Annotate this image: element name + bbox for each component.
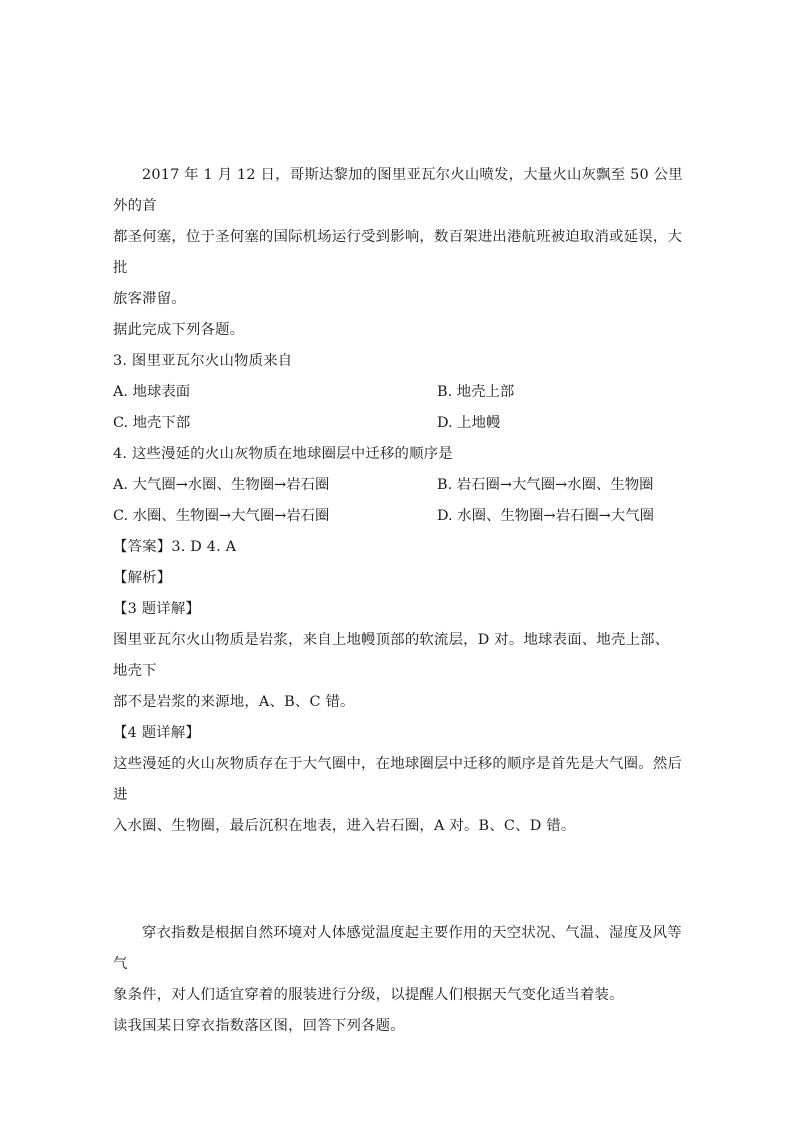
question-3-stem: 3. 图里亚瓦尔火山物质来自 (113, 353, 293, 369)
question-4-option-c: C. 水圈、生物圈→大气圈→岩石圈 (113, 508, 330, 524)
detail-3-line-1: 图里亚瓦尔火山物质是岩浆，来自上地幔顶部的软流层，D 对。地球表面、地壳上部、地壳下 (113, 632, 670, 679)
question-3-option-a: A. 地球表面 (113, 384, 191, 400)
question-4-option-b: B. 岩石圈→大气圈→水圈、生物圈 (437, 477, 654, 493)
question-4-option-a: A. 大气圈→水圈、生物圈→岩石圈 (113, 477, 330, 493)
detail-3-line-2: 部不是岩浆的来源地，A、B、C 错。 (113, 694, 355, 710)
detail-3-title: 【3 题详解】 (113, 601, 201, 617)
detail-4-title: 【4 题详解】 (113, 725, 201, 741)
question-3-options-row-1 (113, 377, 683, 408)
detail-4-line-1: 这些漫延的火山灰物质存在于大气圈中，在地球圈层中迁移的顺序是首先是大气圈。然后进 (113, 756, 683, 803)
passage2-line-2: 象条件，对人们适宜穿着的服装进行分级，以提醒人们根据天气变化适当着装。 (113, 987, 624, 1003)
document-page (113, 160, 683, 1042)
answer-line: 【答案】3. D 4. A (113, 539, 237, 555)
analysis-title: 【解析】 (113, 570, 172, 586)
question-4-stem: 4. 这些漫延的火山灰物质在地球圈层中迁移的顺序是 (113, 446, 453, 462)
passage2-line-1: 穿衣指数是根据自然环境对人体感觉温度起主要作用的天空状况、气温、湿度及风等气 (113, 925, 682, 972)
passage1-line-2: 都圣何塞，位于圣何塞的国际机场运行受到影响，数百架进出港航班被迫取消或延误，大批 (113, 229, 683, 276)
question-3-option-c: C. 地壳下部 (113, 415, 191, 431)
question-4-options-row-1 (113, 470, 683, 501)
question-3-option-b: B. 地壳上部 (437, 384, 515, 400)
question-3-option-d: D. 上地幔 (437, 415, 501, 431)
passage1-instruction: 据此完成下列各题。 (113, 322, 245, 338)
question-3-options-row-2 (113, 408, 683, 439)
detail-4-line-2: 入水圈、生物圈，最后沉积在地表，进入岩石圈，A 对。B、C、D 错。 (113, 818, 576, 834)
passage1-line-3: 旅客滞留。 (113, 291, 186, 307)
question-4-options-row-2 (113, 501, 683, 532)
passage2-instruction: 读我国某日穿衣指数落区图，回答下列各题。 (113, 1018, 405, 1034)
question-4-option-d: D. 水圈、生物圈→岩石圈→大气圈 (437, 508, 654, 524)
section-spacer (113, 842, 683, 918)
passage1-line-1: 2017 年 1 月 12 日，哥斯达黎加的图里亚瓦尔火山喷发，大量火山灰飘至 50 公里外的首 (113, 167, 683, 214)
